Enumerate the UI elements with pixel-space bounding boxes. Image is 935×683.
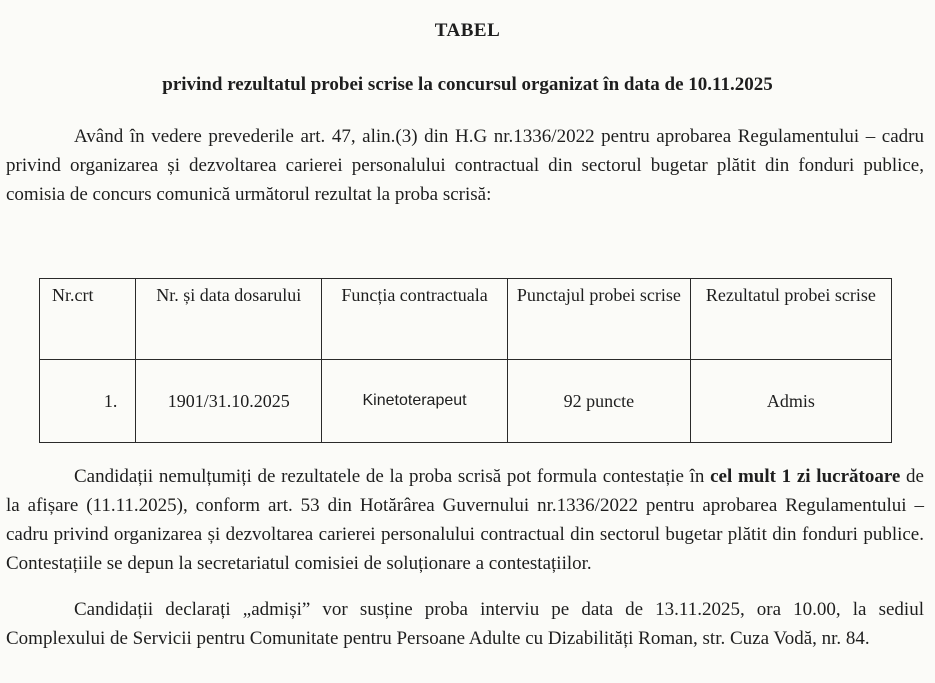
contest-paragraph [6, 462, 924, 578]
header-functia: Funcția contractuala [322, 279, 508, 360]
intro-paragraph: Având în vedere prevederile art. 47, alin.(3) din H.G nr.1336/2022 pentru aprobarea Regulamentului – cadru privind organizarea și dezvoltarea carierei personalului contractual din sectorul bugetar plătit din fonduri publice, comisia de concurs comunică următorul rezultat la proba scrisă: [6, 126, 924, 205]
cell-punctaj: 92 puncte [508, 360, 691, 443]
document-subtitle: privind rezultatul probei scrise la concursul organizat în data de 10.11.2025 [162, 74, 773, 95]
cell-dosar: 1901/31.10.2025 [136, 360, 322, 443]
contest-text-start: Candidații nemulțumiți de rezultatele de la proba scrisă pot formula contestație în [74, 466, 711, 487]
header-nr-data-dosar: Nr. și data dosarului [136, 279, 322, 360]
table-row [40, 360, 892, 443]
table-header-row [40, 279, 892, 360]
contest-deadline-bold: cel mult 1 zi lucrătoare [710, 466, 901, 487]
document-title: TABEL [434, 20, 501, 41]
interview-paragraph: Candidații declarați „admiși” vor susține proba interviu pe data de 13.11.2025, ora 10.00, la sediul Complexului de Servicii pentru Comunitate pentru Persoane Adulte cu Dizabilități Roman, str. Cuza Vodă, nr. 84. [6, 599, 924, 649]
contest-text-end: de la afișare (11.11.2025), conform art. 53 din Hotărârea Guvernului nr.1336/2022 pentru aprobarea Regulamentului – cadru privind organizarea și dezvoltarea carierei personalului contractual din sectorul bugetar plătit din fonduri publice. Contestațiile se depun la secretariatul comisiei de soluționare a contestațiilor. [6, 466, 924, 574]
results-table [39, 278, 892, 443]
cell-functia: Kinetoterapeut [322, 360, 508, 443]
cell-rezultat: Admis [690, 360, 891, 443]
header-punctaj: Punctajul probei scrise [508, 279, 691, 360]
cell-nr: 1. [40, 360, 136, 443]
header-nr-crt: Nr.crt [40, 279, 136, 360]
header-rezultat: Rezultatul probei scrise [690, 279, 891, 360]
